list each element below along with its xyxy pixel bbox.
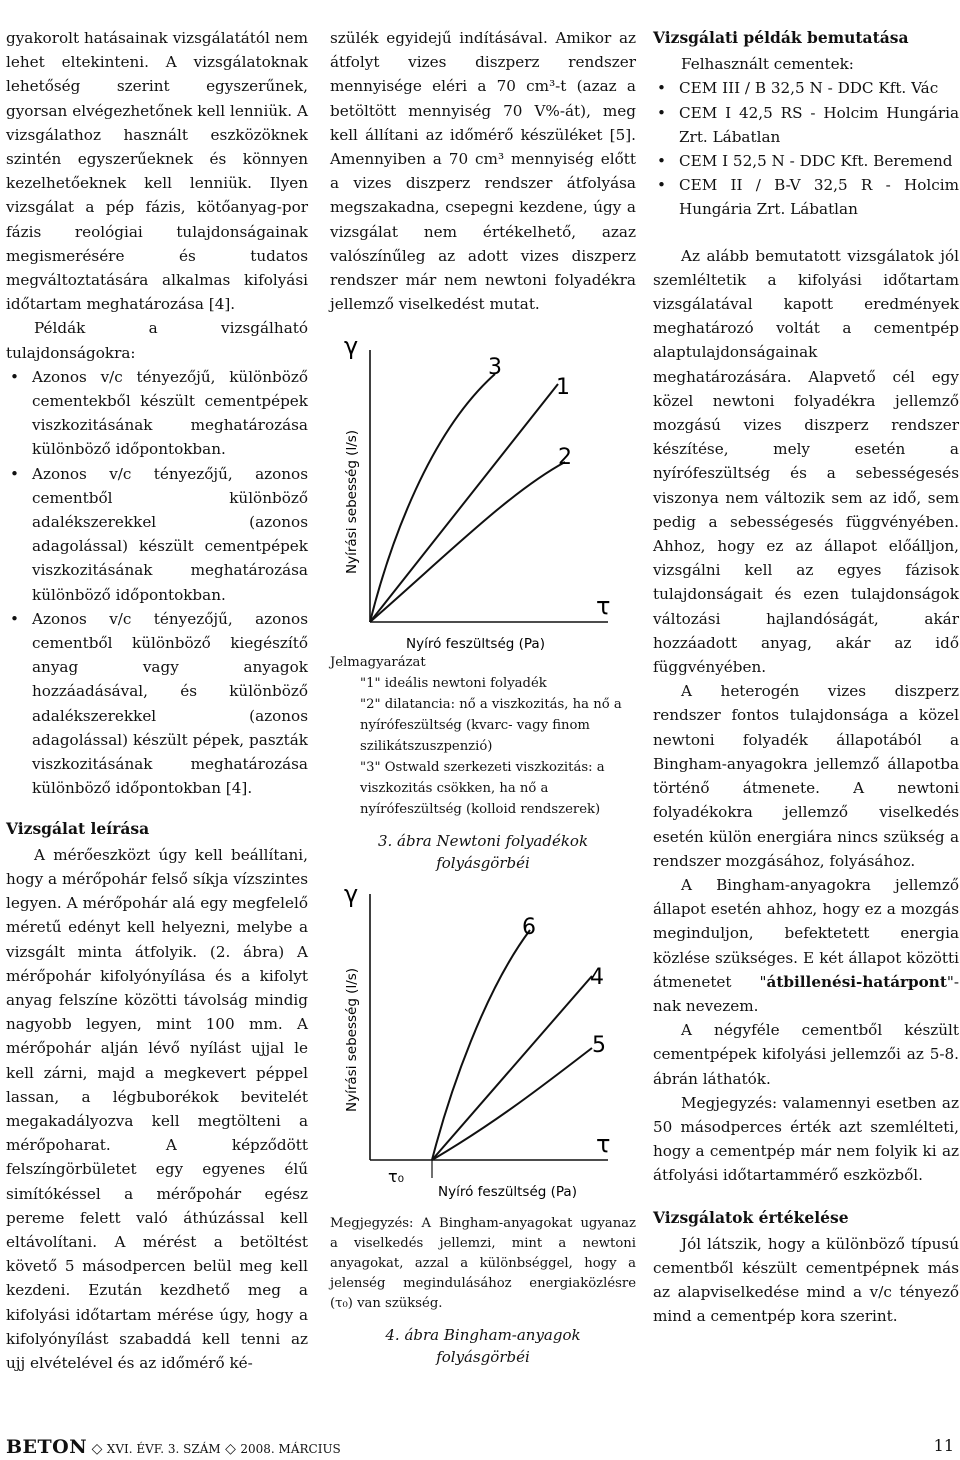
emphasis-term: átbillenési-határpont (766, 972, 947, 991)
bullet-icon: • (10, 367, 19, 386)
figure-4-note: Megjegyzés: A Bingham-anyagokat ugyanaz a viselkedés jellemzi, mint a newtoni anyagokat, azzal a különbséggel, hogy a jelenség megindulásához energiaközlésre (τ₀) van szükség. (330, 1216, 636, 1312)
bullet-icon: • (657, 103, 666, 122)
page-number: 11 (933, 1436, 954, 1455)
col1-paragraph-2: Példák a vizsgálható tulajdonságokra: (6, 319, 308, 362)
bullet-icon: • (657, 176, 666, 195)
bullet-icon: • (657, 79, 666, 98)
examples-list (6, 365, 308, 801)
cements-intro: Felhasznált cementek: (681, 55, 854, 74)
col3-paragraph-2: A heterogén vizes diszperz rendszer fontos tulajdonsága a közel newtoni folyadék állapotából a Bingham-anyagokra jellemző állapotba történő átmenete. A newtoni folyadékokra jellemző viselkedés esetén külön energiára nincs szükség a rendszer mozgásához, folyásához. (653, 682, 959, 870)
journal-name: BETON (6, 1436, 88, 1458)
bullet-icon: • (657, 152, 666, 171)
section-heading: Vizsgálatok értékelése (653, 1207, 849, 1227)
list-item: • CEM II / B-V 32,5 R - Holcim Hungária Zrt. Lábatlan (653, 173, 959, 221)
column-1 (6, 26, 308, 1375)
col3-paragraph-4: A négyféle cementből készült cementpépek kifolyási jellemzői az 5-8. ábrán láthatók. (653, 1021, 959, 1088)
y-axis-label: Nyírási sebesség (l/s) (344, 968, 360, 1113)
separator-icon: ◇ (91, 1441, 103, 1457)
tau-symbol: τ (596, 592, 611, 621)
col2-paragraph-1: szülék egyidejű indításával. Amikor az átfolyt vizes diszperz rendszer mennyisége eléri a 70 cm³-t (azaz a betöltött mennyiség 70 V%-át), meg kell állítani az időmérő készüléket [5]. Amennyiben a 70 cm³ mennyiség előtt a vizes diszperz rendszer átfolyása megszakadna, csepegni kezdene, úgy a vizsgálat nem értékelhető, azaz valószínűleg az adott vizes diszperz rendszer már nem newtoni folyadékra jellemző viselkedést mutat. (330, 29, 636, 314)
x-axis-label: Nyíró feszültség (Pa) (406, 636, 545, 653)
y-axis-label: Nyírási sebesség (l/s) (344, 430, 360, 575)
tau0-label: τ₀ (388, 1167, 405, 1187)
col3-paragraph-6: Jól látszik, hogy a különböző típusú cementből készült cementpépnek más az alapviselkedése mind a v/c tényező mind a cementpép kora szerint. (653, 1234, 959, 1326)
curve-2 (370, 462, 565, 622)
figure-3-newtonian-curves (330, 322, 630, 652)
legend-item-2: "2" dilatancia: nő a viszkozitás, ha nő a nyírófeszültség (kvarc- vagy finom szilikátszuszpenzió) (360, 697, 622, 755)
tau-symbol: τ (596, 1130, 611, 1159)
col3-paragraph-5: Megjegyzés: valamennyi esetben az 50 másodperces érték azt szemlélteti, hogy a cementpép már nem folyik ki az átfolyási időtartammérő eszközből. (653, 1093, 959, 1185)
x-axis-label: Nyíró feszültség (Pa) (438, 1184, 577, 1201)
bullet-icon: • (10, 609, 19, 628)
curve-label-5: 5 (592, 1033, 606, 1059)
legend-item-1: "1" ideális newtoni folyadék (360, 676, 547, 692)
section-heading: Vizsgálat leírása (6, 818, 150, 838)
page-footer (6, 1436, 954, 1458)
list-item: • CEM I 52,5 N - DDC Kft. Beremend (653, 149, 959, 173)
col3-paragraph-3: A Bingham-anyagokra jellemző állapot esetén ahhoz, hogy ez a mozgás meginduljon, befektetett energia közlése szükséges. E két állapot közötti átmenetet "átbillenési-határpont"-nak nevezem. (653, 875, 959, 1015)
separator-icon: ◇ (225, 1441, 236, 1457)
column-3 (653, 26, 959, 1329)
list-item: • CEM I 42,5 RS - Holcim Hungária Zrt. Lábatlan (653, 101, 959, 149)
gamma-symbol: γ (344, 332, 359, 361)
col1-paragraph-1: gyakorolt hatásainak vizsgálatától nem lehet eltekinteni. A vizsgálatoknak lehetőség szerint egyszerűnek, gyorsan elvégezhetőnek kell lenniük. A vizsgálathoz használt eszközöknek szintén egyszerűeknek és könnyen kezelhetőeknek kell lenniük. Ilyen vizsgálat a pép fázis, kötőanyag-por fázis reológiai tulajdonságainak megismerésére és tudatos megváltoztatására alkalmas kifolyási időtartam meghatározása [4]. (6, 29, 308, 314)
curve-3 (370, 374, 495, 622)
figure-3-caption: 3. ábra Newtoni folyadékok folyásgörbéi (377, 832, 589, 873)
list-item: • Azonos v/c tényezőjű, azonos cementből különböző adalékszerekkel (azonos adagolással) készült cementpépek viszkozitásának meghatározása különböző időpontokban. (6, 462, 308, 607)
figure-4-bingham-curves (330, 880, 630, 1200)
column-2 (330, 26, 636, 1374)
figure-3-legend (330, 652, 636, 820)
legend-item-3: "3" Ostwald szerkezeti viszkozitás: a viszkozitás csökken, ha nő a nyírófeszültség (kolloid rendszerek) (360, 760, 605, 818)
legend-title: Jelmagyarázat (330, 655, 426, 671)
figure-4-caption: 4. ábra Bingham-anyagok folyásgörbéi (385, 1326, 581, 1367)
issue-date: 2008. MÁRCIUS (240, 1442, 341, 1456)
curve-6 (432, 930, 530, 1160)
list-item: • CEM III / B 32,5 N - DDC Kft. Vác (653, 76, 959, 100)
col1-paragraph-3: A mérőeszközt úgy kell beállítani, hogy a mérőpohár felső síkja vízszintes legyen. A mérőpohár alá egy megfelelő méretű edényt kell helyezni, melybe a vizsgált minta átfolyik. (2. ábra) A mérőpohár kifolyónyílása és a kifolyt anyag felszíne közötti távolság mindig nagyobb legyen, mint 100 mm. A mérőpohár alján lévő nyílást ujjal le kell zárni, majd a megkevert péppel lassan, a légbuborékok bevitelét megakadályozva kell megtölteni a mérőpoharat. A képződött felszíngörbületet egy egyenes élű simítókéssel a mérőpohár egész pereme felett való áthúzással kell eltávolítani. A mérést a betöltést követő 5 másodpercen belül meg kell kezdeni. Ezután kezdhető meg a kifolyási időtartam mérése úgy, hogy a kifolyónyílást szabaddá kell tenni az ujj elvételével és az időmérő ké- (6, 845, 308, 1372)
curve-label-2: 2 (558, 445, 572, 471)
bullet-icon: • (10, 464, 19, 483)
list-item: • Azonos v/c tényezőjű, különböző cementekből készült cementpépek viszkozitásának meghatározása különböző időpontokban. (6, 365, 308, 462)
col3-paragraph-1: Az alább bemutatott vizsgálatok jól szemléltetik a kifolyási időtartam vizsgálatával kapott eredmények meghatározó voltát a cementpép alaptulajdonságainak meghatározására. Alapvető cél egy közel newtoni folyadékra jellemző mozgású vizes diszperz rendszer készítése, mely esetén a nyírófeszültség és a sebességesés viszonya nem változik sem az idő, sem pedig a sebességesés függvényében. Ahhoz, hogy ez az állapot előálljon, vizsgálni kell az egyes fázisok tulajdonságait és ezen tulajdonságok változási hajlandóságát, akár hozzáadott anyag, akár az idő függvényében. (653, 246, 959, 677)
curve-4 (432, 976, 592, 1160)
curve-label-1: 1 (556, 375, 570, 401)
list-item: • Azonos v/c tényezőjű, azonos cementből különböző kiegészítő anyag vagy anyagok hozzáadásával, és különböző adalékszerekkel (azonos adagolással) készült pépek, paszták viszkozitásának meghatározása különböző időpontokban [4]. (6, 607, 308, 801)
curve-label-6: 6 (522, 915, 536, 941)
gamma-symbol: γ (344, 880, 359, 909)
curve-5 (432, 1048, 592, 1160)
cement-list (653, 76, 959, 221)
section-heading: Vizsgálati példák bemutatása (653, 28, 909, 47)
curve-label-4: 4 (590, 965, 604, 991)
curve-1 (370, 384, 558, 622)
issue-info: XVI. ÉVF. 3. SZÁM (106, 1442, 221, 1456)
curve-label-3: 3 (488, 355, 502, 381)
